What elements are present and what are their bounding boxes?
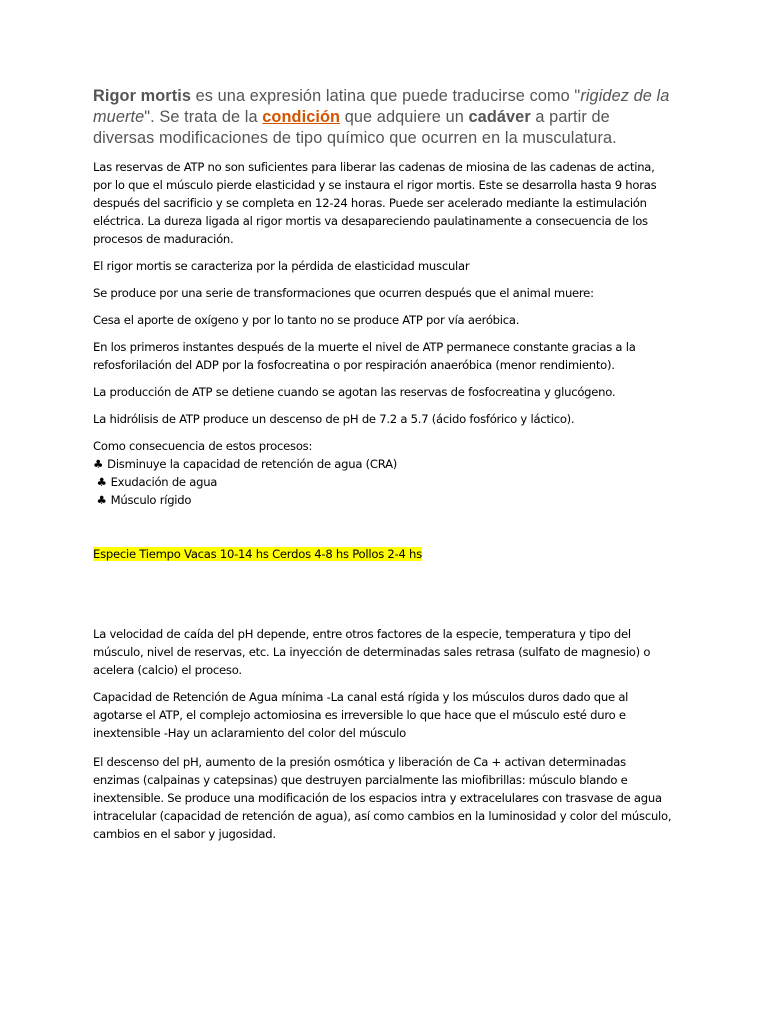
intro-text-4: a partir de diversas modificaciones de tipo químico que ocurren en la musculatura. — [93, 108, 617, 147]
paragraph-first-instants: En los primeros instantes después de la muerte el nivel de ATP permanece constante gracias a la refosforilación del ADP por la fosfocreatina o por respiración anaeróbica (menor rendimiento). — [93, 340, 636, 372]
intro-paragraph — [93, 86, 675, 149]
club-icon: ♣ — [96, 475, 107, 489]
club-icon: ♣ — [93, 457, 104, 471]
intro-term: Rigor mortis — [93, 87, 191, 105]
paragraph-atp-reserves: Las reservas de ATP no son suficientes para liberar las cadenas de miosina de las cadenas de actina, por lo que el músculo pierde elasticidad y se instaura el rigor mortis. Este se desarrolla hasta 9 horas después del sacrificio y se completa en 12-24 horas. Puede ser acelerado mediante la estimulación eléctrica. La dureza ligada al rigor mortis va desapareciendo paulatinamente a consecuencia de los procesos de maduración. — [93, 160, 657, 246]
paragraph-consequence: Como consecuencia de estos procesos: — [93, 439, 313, 453]
document-page — [93, 86, 675, 843]
bullet-text-rigid: Músculo rígido — [110, 493, 192, 507]
highlighted-text: Especie Tiempo Vacas 10-14 hs Cerdos 4-8 hs Pollos 2-4 hs — [93, 547, 422, 561]
paragraph-oxygen: Cesa el aporte de oxígeno y por lo tanto no se produce ATP por vía aeróbica. — [93, 313, 520, 327]
paragraph-hydrolysis: La hidrólisis de ATP produce un descenso de pH de 7.2 a 5.7 (ácido fosfórico y láctico). — [93, 412, 575, 426]
intro-text-3: que adquiere un — [340, 108, 469, 126]
paragraph-ph-speed: La velocidad de caída del pH depende, entre otros factores de la especie, temperatura y tipo del músculo, nivel de reservas, etc. La inyección de determinadas sales retrasa (sulfato de magnesio) o acelera (calcio) el proceso. — [93, 627, 651, 677]
paragraph-atp-production: La producción de ATP se detiene cuando se agotan las reservas de fosfocreatina y glucógeno. — [93, 385, 616, 399]
paragraph-water-retention: Capacidad de Retención de Agua mínima -La canal está rígida y los músculos duros dado que al agotarse el ATP, el complejo actomiosina es irreversible lo que hace que el músculo esté duro e inextensible -Hay un aclaramiento del color del músculo — [93, 690, 629, 740]
condicion-link[interactable]: condición — [262, 108, 341, 126]
bullet-item — [93, 455, 675, 473]
bullet-item — [93, 491, 675, 509]
intro-bold-word: cadáver — [468, 108, 531, 126]
intro-text-2: ". Se trata de la — [144, 108, 263, 126]
club-icon: ♣ — [96, 493, 107, 507]
blank-space — [93, 563, 675, 615]
paragraph-transformations: Se produce por una serie de transformaciones que ocurren después que el animal muere: — [93, 286, 594, 300]
bullet-text-exudation: Exudación de agua — [110, 475, 218, 489]
bullet-text-cra: Disminuye la capacidad de retención de agua (CRA) — [107, 457, 398, 471]
bullet-item — [93, 473, 675, 491]
intro-text-1: es una expresión latina que puede traducirse como " — [191, 87, 581, 105]
paragraph-elasticity: El rigor mortis se caracteriza por la pérdida de elasticidad muscular — [93, 259, 470, 273]
intro-italic: rigidez de la muerte — [93, 87, 670, 126]
paragraph-ph-descent: El descenso del pH, aumento de la presión osmótica y liberación de Ca + activan determinadas enzimas (calpainas y catepsinas) que destruyen parcialmente las miofibrillas: músculo blando e inextensible. Se produce una modificación de los espacios intra y extracelulares con trasvase de agua intracelular (capacidad de retención de agua), así como cambios en la luminosidad y color del músculo, cambios en el sabor y jugosidad. — [93, 755, 672, 841]
species-time-line — [93, 545, 675, 563]
